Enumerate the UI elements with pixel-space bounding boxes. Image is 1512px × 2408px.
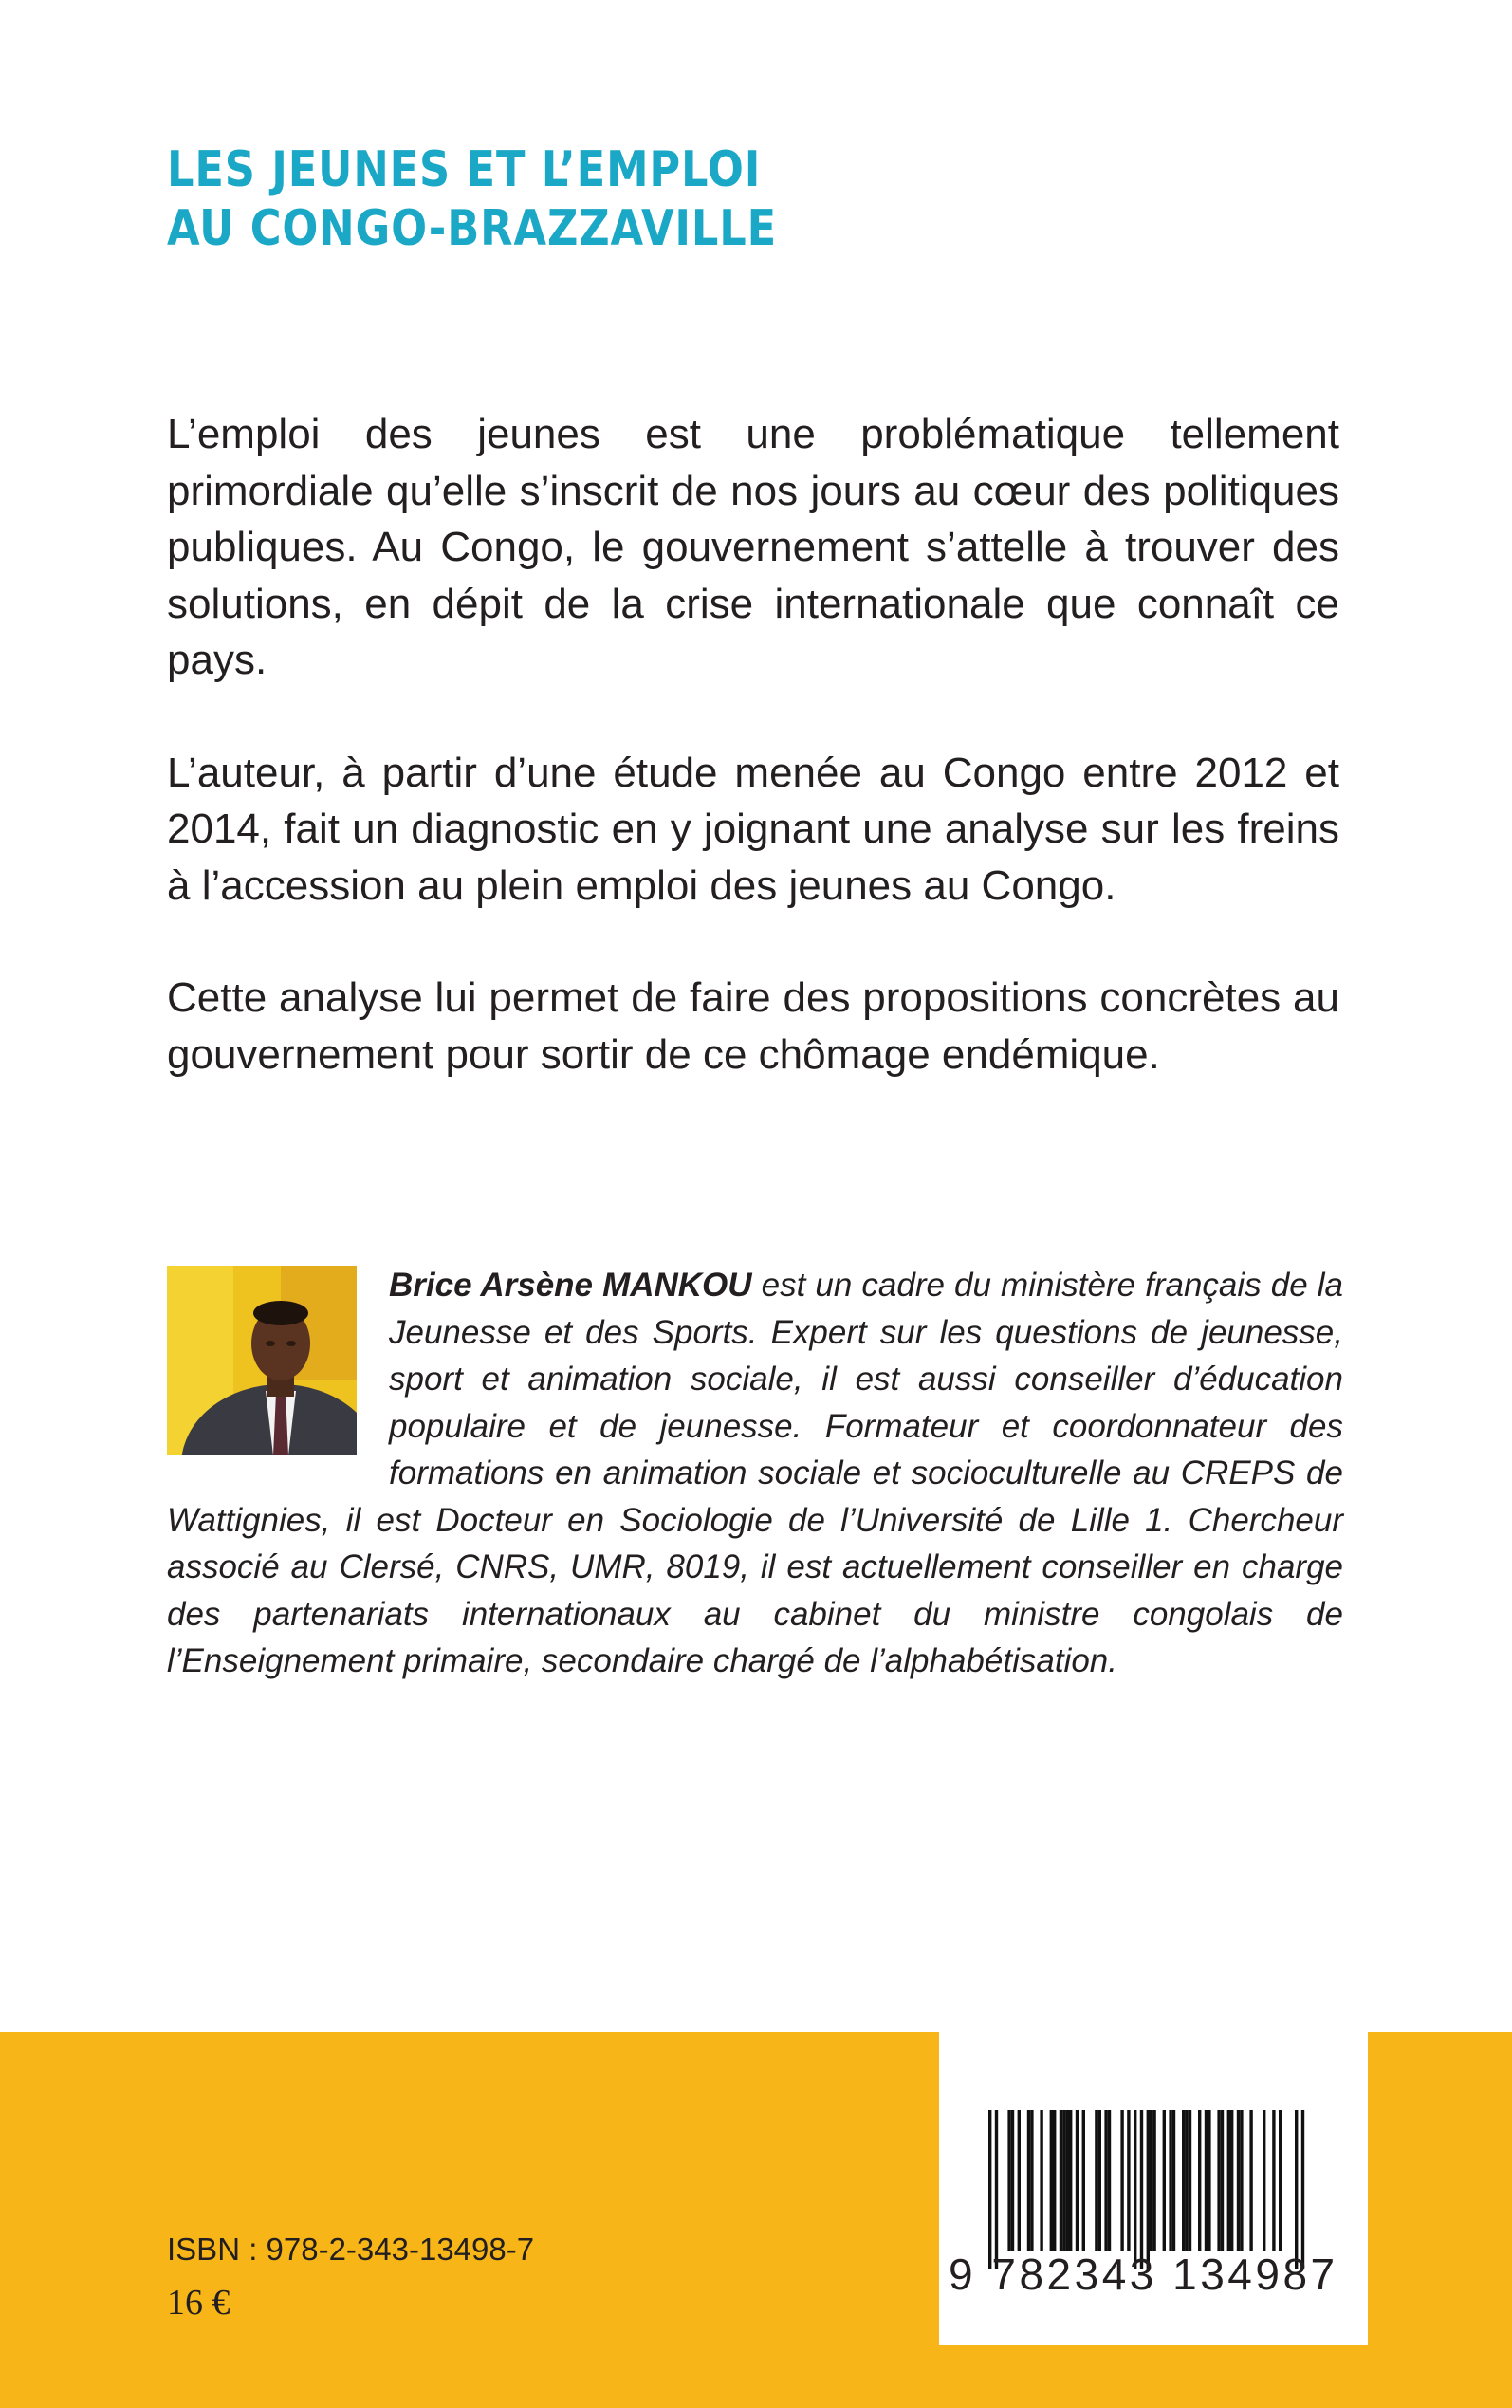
barcode-bar: [1230, 2110, 1233, 2251]
barcode-bar: [1018, 2110, 1021, 2251]
barcode-bar: [988, 2110, 991, 2269]
barcode-bar: [1279, 2110, 1282, 2251]
barcode-bar: [1163, 2110, 1166, 2251]
barcode-bar: [1050, 2110, 1053, 2251]
barcode-bar: [995, 2110, 998, 2269]
barcode-bar: [1172, 2110, 1175, 2251]
barcode-bar: [1263, 2110, 1265, 2251]
barcode-bar: [1150, 2110, 1152, 2251]
barcode-bar: [1182, 2110, 1185, 2251]
barcode-bar: [1104, 2110, 1107, 2251]
barcode-bar: [1062, 2110, 1065, 2251]
author-section: [167, 1262, 1343, 1685]
author-bio-text: est un cadre du ministère français de la Jeunesse et des Sports. Expert sur les questions de jeunesse, sport et animation sociale, il est aussi conseiller d’éducation populaire et de jeunesse. Formateur et coordonnateur des formations en animation sociale et socioculturelle au CREPS de Wattignies, il est Docteur en Sociologie de l’Université de Lille 1. Chercheur associé au Clersé, CNRS, UMR, 8019, il est actuellement conseiller en charge des partenariats internationaux au cabinet du ministre congolais de l’Enseignement primaire, secondaire chargé de l’alphabétisation.: [167, 1267, 1343, 1679]
barcode-bar: [1108, 2110, 1111, 2251]
barcode-bar: [1069, 2110, 1072, 2251]
book-title-line-2: AU CONGO-BRAZZAVILLE: [167, 200, 778, 257]
barcode-bar: [1249, 2110, 1252, 2251]
price: 16 €: [167, 2283, 230, 2323]
barcode-bar: [1185, 2110, 1188, 2251]
barcode-bar: [1221, 2110, 1224, 2251]
barcode-bar: [1082, 2110, 1085, 2251]
book-summary: [167, 406, 1339, 1139]
barcode-bar: [1060, 2110, 1062, 2251]
barcode-bar: [1127, 2110, 1130, 2251]
barcode-bar: [1169, 2110, 1171, 2251]
barcode-bar: [1076, 2110, 1079, 2251]
barcode-bar: [1240, 2110, 1243, 2251]
barcode-bar: [1066, 2110, 1069, 2251]
book-title-line-1: LES JEUNES ET L’EMPLOI: [167, 141, 762, 198]
barcode-bar: [1208, 2110, 1210, 2251]
barcode-bar: [1140, 2110, 1143, 2269]
book-title: [167, 140, 777, 258]
barcode-bar: [1098, 2110, 1101, 2251]
barcode-bar: [1011, 2110, 1014, 2251]
summary-paragraph-1: L’emploi des jeunes est une problématique tellement primordiale qu’elle s’inscrit de nos jours au cœur des politiques publiques. Au Congo, le gouvernement s’attelle à trouver des solutions, en dépit de la crise internationale que connaît ce pays.: [167, 411, 1339, 683]
barcode-bar: [1272, 2110, 1275, 2251]
barcode-bar: [1152, 2110, 1155, 2251]
barcode-bar: [1237, 2110, 1240, 2251]
isbn: ISBN : 978-2-343-13498-7: [167, 2232, 535, 2267]
author-photo: [167, 1266, 357, 1455]
barcode-bar: [1217, 2110, 1220, 2251]
barcode-bar: [1134, 2110, 1136, 2269]
barcode-bar: [1198, 2110, 1201, 2251]
barcode-bar: [1053, 2110, 1056, 2251]
barcode-bar: [1205, 2110, 1208, 2251]
barcode-bar: [1120, 2110, 1123, 2251]
author-portrait-icon: [167, 1266, 357, 1455]
barcode-box: [939, 2032, 1368, 2345]
barcode-bar: [1301, 2110, 1304, 2269]
barcode-bar: [1147, 2110, 1150, 2269]
barcode-bar: [1095, 2110, 1097, 2251]
barcode-bar: [1295, 2110, 1298, 2269]
summary-paragraph-3: Cette analyse lui permet de faire des propositions concrètes au gouvernement pour sortir de ce chômage endémique.: [167, 974, 1339, 1078]
summary-paragraph-2: L’auteur, à partir d’une étude menée au Congo entre 2012 et 2014, fait un diagnostic en y joignant une analyse sur les freins à l’accession au plein emploi des jeunes au Congo.: [167, 749, 1339, 909]
author-name: Brice Arsène MANKOU: [389, 1267, 752, 1304]
barcode-bar: [1040, 2110, 1042, 2251]
barcode-icon: [988, 2110, 1317, 2269]
barcode-bar: [1030, 2110, 1033, 2251]
barcode-bar: [1007, 2110, 1010, 2251]
barcode-bar: [1189, 2110, 1191, 2251]
barcode-bar: [1027, 2110, 1030, 2251]
barcode-digits: 9 782343 134987: [949, 2250, 1338, 2299]
barcode-bar: [1227, 2110, 1230, 2251]
